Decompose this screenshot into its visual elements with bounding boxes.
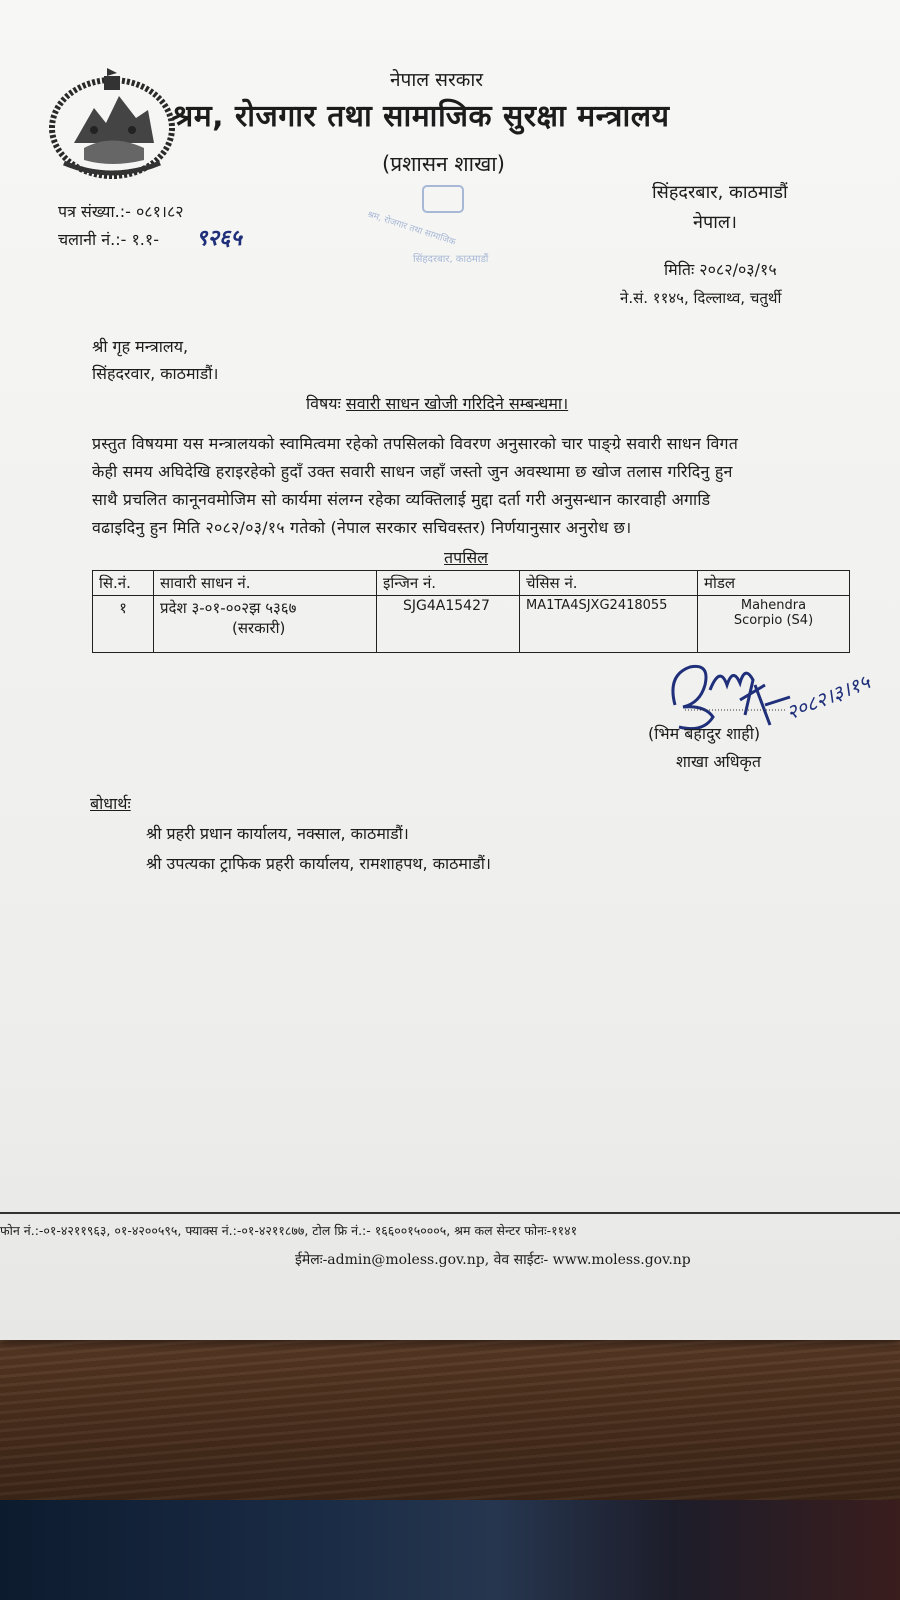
signature-date: २०८२।३।१५ xyxy=(782,669,874,725)
stamp-line-1: श्रम, रोजगार तथा सामाजिक xyxy=(365,209,457,248)
vehicle-note: (सरकारी) xyxy=(232,619,286,637)
recipient-line-2: सिंहदरवार, काठमाडौं। xyxy=(92,364,219,383)
tapsil-title: तपसिल xyxy=(444,548,489,567)
subject-label: विषयः xyxy=(306,394,341,413)
body-line-3: साथै प्रचलित कानूनवमोजिम सो कार्यमा संलग्न रहेका व्यक्तिलाई मुद्दा दर्ता गरी अनुसन्धान कारवाही अगाडि xyxy=(92,490,711,509)
td-sn: १ xyxy=(93,596,154,653)
cc-line-2: श्री उपत्यका ट्राफिक प्रहरी कार्यालय, रामशाहपथ, काठमाडौं। xyxy=(146,854,491,873)
ministry-name: श्रम, रोजगार तथा सामाजिक सुरक्षा मन्त्रालय xyxy=(172,99,670,134)
model-line-1: Mahendra xyxy=(740,598,807,613)
cloth-background xyxy=(0,1500,900,1600)
address-line-2: नेपाल। xyxy=(693,212,737,233)
signatory-name: (भिम बहादुर शाही) xyxy=(648,724,761,743)
nepal-emblem-icon xyxy=(44,68,180,180)
cc-line-1: श्री प्रहरी प्रधान कार्यालय, नक्साल, काठमाडौं। xyxy=(146,824,409,843)
signatory-designation: शाखा अधिकृत xyxy=(676,752,761,771)
td-engine: SJG4A15427 xyxy=(377,596,520,653)
body-line-1: प्रस्तुत विषयमा यस मन्त्रालयको स्वामित्वमा रहेको तपसिलको विवरण अनुसारको चार पाङ्ग्रे सवारी साधन विगत xyxy=(92,434,739,453)
office-stamp xyxy=(355,180,515,270)
table-header-row xyxy=(93,571,850,596)
subject-line xyxy=(306,392,568,414)
th-engine: इन्जिन नं. xyxy=(377,571,520,596)
th-model: मोडल xyxy=(698,571,850,596)
body-line-2: केही समय अघिदेखि हराइरहेको हुदाँ उक्त सवारी साधन जहाँ जस्तो जुन अवस्थामा छ खोज तलास गरिदिनु हुन xyxy=(92,462,733,481)
nepal-samvat-date: ने.सं. ११४५, दिल्लाथ्व, चतुर्थी xyxy=(620,289,782,307)
footer-rule xyxy=(0,1212,900,1214)
patra-sankhya: पत्र संख्या.:- ०८१।८२ xyxy=(58,202,184,221)
subject-text: सवारी साधन खोजी गरिदिने सम्बन्धमा। xyxy=(345,394,569,413)
address-line-1: सिंहदरबार, काठमाडौं xyxy=(652,182,788,203)
body-line-4: वढाइदिनु हुन मिति २०८२/०३/१५ गतेको (नेपाल सरकार सचिवस्तर) निर्णयानुसार अनुरोध छ। xyxy=(92,518,632,537)
td-vehicle-no xyxy=(154,596,377,653)
footer-email-web: ईमेलः-admin@moless.gov.np, वेव साईटः- www.moless.gov.np xyxy=(295,1252,691,1268)
chalani-handwritten: ९२६५ xyxy=(196,226,242,251)
govt-name: नेपाल सरकार xyxy=(390,69,484,91)
vehicle-table xyxy=(92,570,850,653)
date-miti: मितिः २०८२/०३/१५ xyxy=(664,260,777,279)
branch-name: (प्रशासन शाखा) xyxy=(382,152,505,176)
chalani-label: चलानी नं.:- १.१- xyxy=(58,230,159,249)
td-model xyxy=(698,596,850,653)
th-vehicle-no: सावारी साधन नं. xyxy=(154,571,377,596)
recipient-line-1: श्री गृह मन्त्रालय, xyxy=(92,337,189,356)
th-chassis: चेसिस नं. xyxy=(520,571,698,596)
stamp-line-2: सिंहदरबार, काठमाडौं xyxy=(413,254,489,265)
model-line-2: Scorpio (S4) xyxy=(733,613,814,628)
cc-label: बोधार्थः xyxy=(90,794,131,813)
table-row xyxy=(93,596,850,653)
vehicle-number: प्रदेश ३-०१-००२झ ५३६७ xyxy=(160,599,297,617)
td-chassis: MA1TA4SJXG2418055 xyxy=(520,596,698,653)
footer-contact: फोन नं.:-०१-४२११९६३, ०१-४२००५९५, फ्याक्स नं.:-०१-४२११८७७, टोल फ्रि नं.:- १६६००१५०००५, श्रम कल सेन्टर फोनः-११४१ xyxy=(0,1223,578,1238)
th-sn: सि.नं. xyxy=(93,571,154,596)
